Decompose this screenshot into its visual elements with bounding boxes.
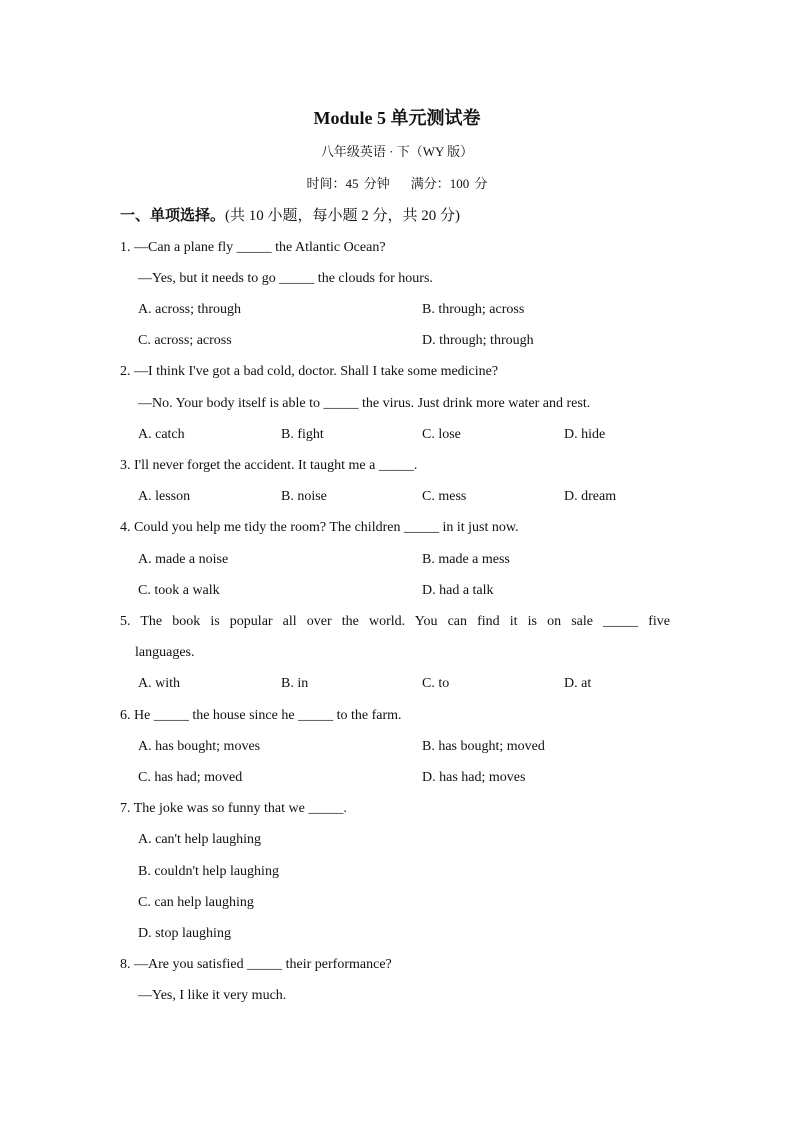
question-1-option-d: D. through; through (422, 333, 534, 348)
question-7-option-b: B. couldn't help laughing (138, 864, 279, 879)
question-3-option-c: C. mess (422, 489, 467, 504)
question-4-option-b: B. made a mess (422, 552, 510, 567)
question-5-option-a: A. with (138, 676, 180, 691)
question-7-stem: 7. The joke was so funny that we _____. (120, 801, 347, 816)
question-7-option-d: D. stop laughing (138, 926, 231, 941)
question-8-response: —Yes, I like it very much. (138, 988, 287, 1003)
question-2-option-a: A. catch (138, 427, 185, 442)
question-1-option-b: B. through; across (422, 302, 525, 317)
question-4-option-c: C. took a walk (138, 583, 220, 598)
question-4-stem: 4. Could you help me tidy the room? The children _____ in it just now. (120, 520, 519, 535)
question-5-option-d: D. at (564, 676, 592, 691)
question-2-response: —No. Your body itself is able to _____ the virus. Just drink more water and rest. (138, 396, 591, 411)
question-6-stem: 6. He _____ the house since he _____ to the farm. (120, 708, 402, 723)
question-1-stem: 1. —Can a plane fly _____ the Atlantic Ocean? (120, 240, 386, 255)
section-note: (共 10 小题，每小题 2 分，共 20 分) (225, 208, 461, 224)
page-subtitle: 八年级英语 · 下（WY 版） (320, 144, 474, 159)
question-3-option-d: D. dream (564, 489, 617, 504)
question-2-option-d: D. hide (564, 427, 606, 442)
question-6-option-b: B. has bought; moved (422, 739, 545, 754)
full-score: 满分：100 分 (410, 176, 488, 191)
question-6-option-a: A. has bought; moves (138, 739, 261, 754)
question-6-option-c: C. has had; moved (138, 770, 243, 785)
question-4-option-a: A. made a noise (138, 552, 229, 567)
question-5-option-b: B. in (281, 676, 309, 691)
section-title: 一、单项选择。 (120, 208, 226, 224)
time-limit: 时间：45 分钟 (306, 176, 390, 191)
question-5-option-c: C. to (422, 676, 450, 691)
page-title: Module 5 单元测试卷 (313, 108, 481, 128)
question-6-option-d: D. has had; moves (422, 770, 526, 785)
question-3-option-a: A. lesson (138, 489, 191, 504)
question-5-stem-cont: languages. (135, 645, 195, 660)
question-4-option-d: D. had a talk (422, 583, 494, 598)
question-1-option-a: A. across; through (138, 302, 242, 317)
question-8-stem: 8. —Are you satisfied _____ their performance? (120, 957, 392, 972)
question-1-option-c: C. across; across (138, 333, 232, 348)
question-1-response: —Yes, but it needs to go _____ the clouds for hours. (138, 271, 433, 286)
question-7-option-a: A. can't help laughing (138, 832, 262, 847)
section-heading (120, 204, 460, 228)
question-2-option-b: B. fight (281, 427, 324, 442)
question-3-option-b: B. noise (281, 489, 327, 504)
question-7-option-c: C. can help laughing (138, 895, 254, 910)
question-5-stem: 5. The book is popular all over the world. You can find it is on sale _____ five (120, 614, 670, 629)
question-2-option-c: C. lose (422, 427, 461, 442)
exam-meta (0, 174, 794, 194)
question-2-stem: 2. —I think I've got a bad cold, doctor. Shall I take some medicine? (120, 364, 499, 379)
question-3-stem: 3. I'll never forget the accident. It taught me a _____. (120, 458, 418, 473)
